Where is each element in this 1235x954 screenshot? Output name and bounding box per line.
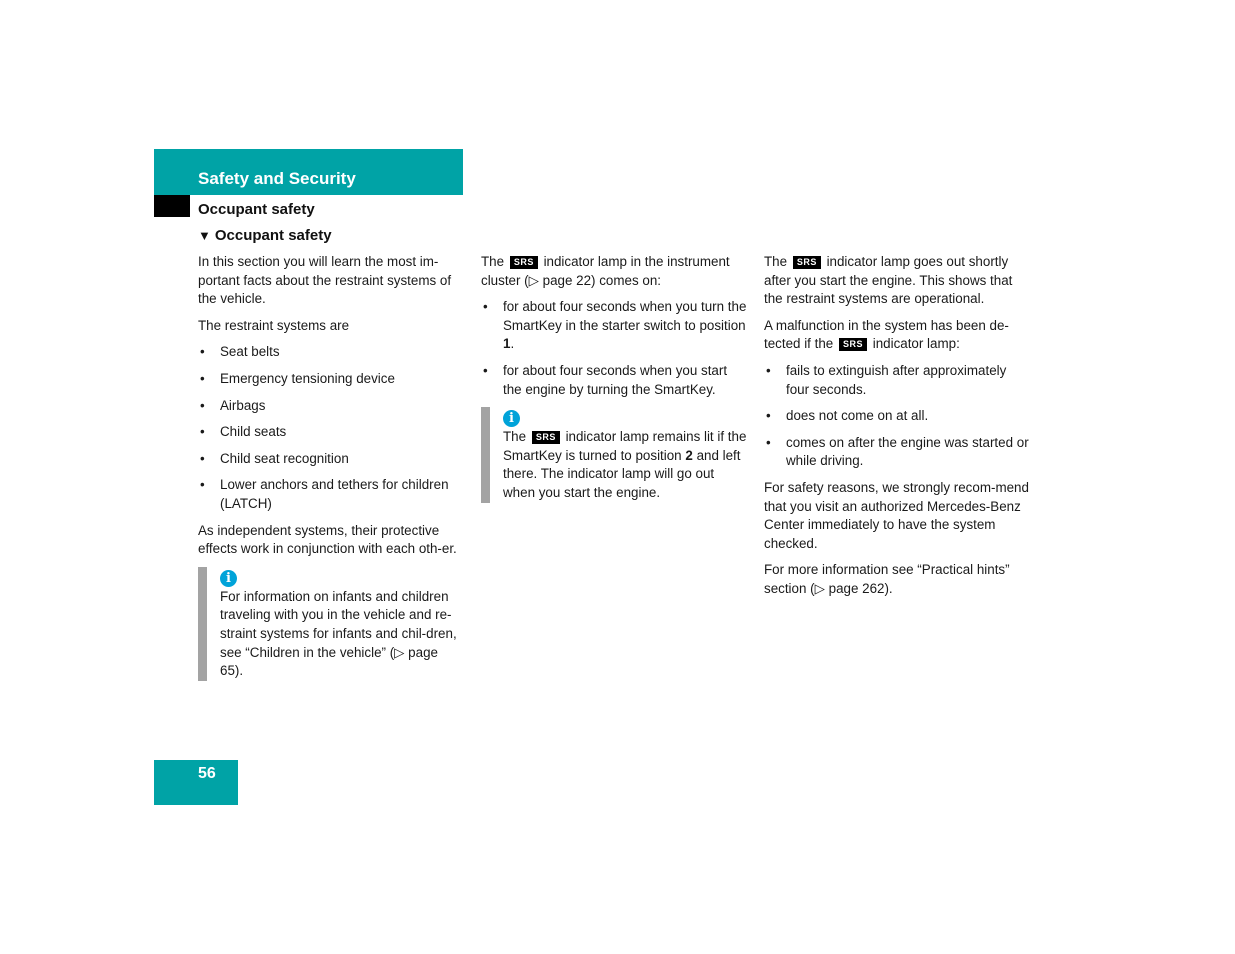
list-intro: The restraint systems are [198, 317, 350, 333]
list-item: • for about four seconds when you turn the SmartKey in the starter switch to position 1. [481, 298, 747, 354]
list-item: • comes on after the engine was started or while driving. [764, 434, 1030, 471]
indicator-conditions-list [481, 298, 747, 399]
list-item: • for about four seconds when you start the engine by turning the SmartKey. [481, 362, 747, 399]
column-3 [764, 253, 1030, 607]
more-info-paragraph: For more information see “Practical hints” section (▷ page 262). [764, 562, 1010, 596]
section-title: Safety and Security [198, 169, 356, 188]
triangle-down-icon: ▼ [198, 228, 211, 243]
indicator-out-paragraph: The SRS indicator lamp goes out shortly after you start the engine. This shows that the restraint systems are operational. [764, 254, 1013, 307]
note-text: The SRS indicator lamp remains lit if the SmartKey is turned to position 2 and left there. The indicator lamp will go out when you start the engine. [503, 429, 747, 500]
info-note [481, 407, 747, 502]
topic-heading [198, 226, 332, 246]
intro-paragraph: In this section you will learn the most im-portant facts about the restraint systems of the vehicle. [198, 254, 452, 307]
safety-paragraph: For safety reasons, we strongly recom-mend that you visit an authorized Mercedes-Benz Center immediately to have the system checked. [764, 479, 1029, 551]
list-item: • Child seat recognition [198, 450, 464, 469]
restraint-systems-list [198, 343, 464, 513]
srs-indicator-icon: SRS [532, 431, 560, 444]
list-item: • Airbags [198, 397, 464, 416]
section-marker [154, 195, 190, 217]
list-item: • does not come on at all. [764, 407, 1030, 426]
note-bar [481, 407, 490, 502]
list-item: • Lower anchors and tethers for children (LATCH) [198, 476, 464, 513]
list-item: • Emergency tensioning device [198, 370, 464, 389]
note-text: For information on infants and children traveling with you in the vehicle and re-straint systems for infants and chil-dren, see “Children in the vehicle” (▷ page 65). [220, 588, 457, 679]
srs-indicator-icon: SRS [839, 338, 867, 351]
column-2 [481, 253, 747, 503]
subsection-title: Occupant safety [198, 201, 315, 218]
srs-indicator-icon: SRS [510, 256, 538, 269]
srs-indicator-icon: SRS [793, 256, 821, 269]
info-icon: i [220, 570, 237, 587]
note-bar [198, 567, 207, 681]
list-item: • Child seats [198, 423, 464, 442]
page-number: 56 [198, 765, 216, 782]
list-item: • fails to extinguish after approximately four seconds. [764, 362, 1030, 399]
malfunction-paragraph: A malfunction in the system has been de-tected if the SRS indicator lamp: [764, 317, 1009, 352]
topic-title: Occupant safety [214, 227, 332, 244]
column-1 [198, 253, 464, 681]
info-note [198, 567, 464, 681]
indicator-intro: The SRS indicator lamp in the instrument cluster (▷ page 22) comes on: [481, 254, 730, 288]
malfunction-list [764, 362, 1030, 471]
list-item: • Seat belts [198, 343, 464, 362]
info-icon: i [503, 410, 520, 427]
closing-paragraph: As independent systems, their protective effects work in conjunction with each oth-er. [198, 522, 457, 557]
page-number-box [154, 760, 238, 805]
